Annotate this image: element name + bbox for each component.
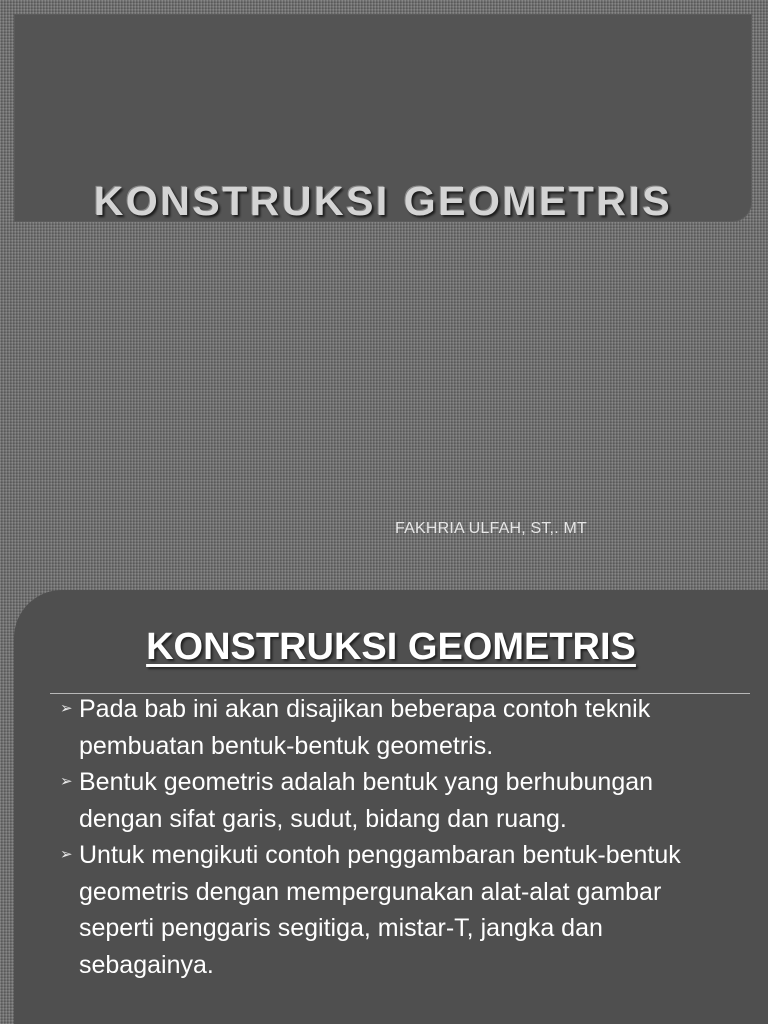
content-slide-title: KONSTRUKSI GEOMETRIS — [146, 626, 636, 668]
bullet-item — [58, 837, 730, 983]
bullet-item — [58, 764, 730, 837]
title-panel — [14, 14, 752, 222]
arrowhead-bullet-icon: ➢ — [60, 700, 73, 717]
bullet-text: Untuk mengikuti contoh penggambaran bentuk-bentuk geometris dengan mempergunakan alat-alat gambar seperti penggaris segitiga, mistar-T, jangka dan sebagainya. — [79, 841, 681, 979]
content-slide — [0, 578, 768, 1024]
arrowhead-bullet-icon: ➢ — [60, 846, 73, 863]
slide-title: KONSTRUKSI GEOMETRIS — [93, 178, 673, 224]
bullet-text: Bentuk geometris adalah bentuk yang berhubungan dengan sifat garis, sudut, bidang dan ruang. — [79, 768, 654, 833]
author-name: FAKHRIA ULFAH, ST,. MT — [395, 520, 587, 537]
arrowhead-bullet-icon: ➢ — [60, 773, 73, 790]
bullet-text: Pada bab ini akan disajikan beberapa contoh teknik pembuatan bentuk-bentuk geometris. — [79, 695, 651, 760]
bullet-item — [58, 691, 730, 764]
bullet-list — [58, 691, 730, 983]
